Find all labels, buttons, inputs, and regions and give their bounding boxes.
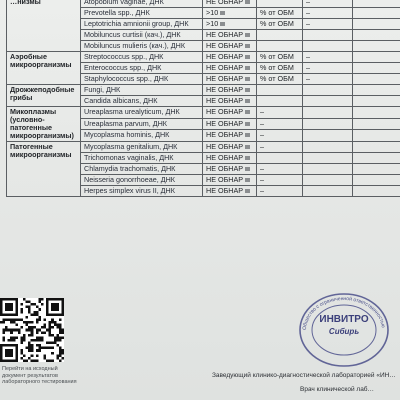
group-name-cell: Патогенные микроорганизмы [7,142,81,197]
reference-cell [303,96,353,107]
result-value: НЕ ОБНАР [206,41,244,50]
result-value: НЕ ОБНАР [206,85,244,94]
unit-cell: % от ОБМ [257,74,303,85]
qr-code[interactable] [0,298,64,362]
result-value: НЕ ОБНАР [206,118,244,128]
result-marker [220,11,225,15]
result-cell [203,107,257,119]
result-cell [203,63,257,74]
result-marker [245,33,250,37]
result-cell [203,96,257,107]
table-row [7,107,400,119]
result-value: НЕ ОБНАР [206,175,244,184]
result-value: НЕ ОБНАР [206,164,244,173]
organism-cell: Mobiluncus curtisii (кач.), ДНК [81,30,203,41]
result-cell [203,142,257,153]
result-cell [203,130,257,142]
svg-text:Общество с ограниченной ответс: Общество с ограниченной ответственностью [301,295,386,331]
unit-cell [257,0,303,8]
group-name-cell: Аэробные микроорганизмы [7,52,81,85]
result-value: НЕ ОБНАР [206,0,244,6]
result-marker [245,189,250,193]
unit-cell [257,153,303,164]
result-cell [203,175,257,186]
comment-cell [353,0,400,8]
footer-doctor: Врач клинической лаб… [300,386,375,393]
results-body [7,0,400,197]
result-cell [203,186,257,197]
unit-cell [257,41,303,52]
result-cell [203,41,257,52]
unit-cell: – [257,142,303,153]
result-marker [245,167,250,171]
organism-cell: Atopobium vaginae, ДНК [81,0,203,8]
result-value: НЕ ОБНАР [206,96,244,105]
result-cell [203,153,257,164]
result-marker [245,0,250,4]
result-marker [245,55,250,59]
stamp-brand: ИНВИТРО [319,314,369,325]
organism-cell: Prevotella spp., ДНК [81,8,203,19]
result-marker [245,122,250,126]
result-marker [245,156,250,160]
organism-cell: Mycoplasma genitalium, ДНК [81,142,203,153]
unit-cell [257,96,303,107]
result-cell [203,19,257,30]
table-row [7,85,400,96]
result-cell [203,0,257,8]
result-value: НЕ ОБНАР [206,130,244,140]
organism-cell: Ureaplasma urealyticum, ДНК [81,107,203,119]
result-value: НЕ ОБНАР [206,52,244,61]
reference-cell: – [303,19,353,30]
comment-cell [353,175,400,186]
result-value: НЕ ОБНАР [206,30,244,39]
unit-cell: % от ОБМ [257,52,303,63]
qr-code-image [0,298,64,362]
unit-cell: – [257,118,303,130]
unit-cell: – [257,175,303,186]
stamp-text [296,290,392,370]
comment-cell [353,96,400,107]
reference-cell [303,118,353,130]
result-value: НЕ ОБНАР [206,63,244,72]
results-table [6,0,400,197]
reference-cell [303,142,353,153]
result-marker [245,110,250,114]
result-value: НЕ ОБНАР [206,74,244,83]
unit-cell: – [257,186,303,197]
result-value: НЕ ОБНАР [206,142,244,151]
result-value: НЕ ОБНАР [206,153,244,162]
qr-note: Перейти на исходный документ результатов лабораторного тестирования [2,366,77,385]
comment-cell [353,186,400,197]
reference-cell: – [303,0,353,8]
group-name-cell: Микоплазмы (условно-патогенные микроорганизмы) [7,107,81,142]
result-cell [203,30,257,41]
organism-cell: Fungi, ДНК [81,85,203,96]
reference-cell [303,164,353,175]
result-marker [245,99,250,103]
organism-cell: Streptococcus spp., ДНК [81,52,203,63]
organism-cell: Herpes simplex virus II, ДНК [81,186,203,197]
comment-cell [353,85,400,96]
result-marker [245,77,250,81]
reference-cell [303,153,353,164]
table-row [7,0,400,8]
comment-cell [353,41,400,52]
result-marker [245,145,250,149]
comment-cell [353,19,400,30]
unit-cell: – [257,164,303,175]
unit-cell [257,30,303,41]
group-name-cell: …низмы [7,0,81,52]
footer-head-of-lab: Заведующий клинико-диагностической лабораторией «ИН… [212,372,396,379]
comment-cell [353,130,400,142]
result-value: НЕ ОБНАР [206,107,244,116]
table-row [7,52,400,63]
result-cell [203,118,257,130]
result-cell [203,164,257,175]
result-marker [245,66,250,70]
reference-cell: – [303,52,353,63]
result-value: НЕ ОБНАР [206,186,244,195]
organism-cell: Enterococcus spp., ДНК [81,63,203,74]
organism-cell: Leptotrichia amnionii group, ДНК [81,19,203,30]
group-name-cell: Дрожжеподобные грибы [7,85,81,107]
result-marker [245,88,250,92]
unit-cell [257,85,303,96]
stamp-sub: Сибирь [328,327,360,336]
reference-cell [303,107,353,119]
organism-cell: Mycoplasma hominis, ДНК [81,130,203,142]
unit-cell: – [257,107,303,119]
result-value: >10 [206,19,219,28]
comment-cell [353,63,400,74]
reference-cell: – [303,74,353,85]
table-row [7,142,400,153]
reference-cell [303,85,353,96]
organization-stamp [296,290,392,370]
comment-cell [353,118,400,130]
unit-cell: % от ОБМ [257,19,303,30]
unit-cell: % от ОБМ [257,8,303,19]
unit-cell: % от ОБМ [257,63,303,74]
organism-cell: Staphylococcus spp., ДНК [81,74,203,85]
comment-cell [353,107,400,119]
comment-cell [353,142,400,153]
result-marker [245,44,250,48]
comment-cell [353,30,400,41]
reference-cell [303,175,353,186]
reference-cell [303,186,353,197]
comment-cell [353,74,400,85]
result-marker [220,22,225,26]
comment-cell [353,153,400,164]
reference-cell: – [303,8,353,19]
organism-cell: Ureaplasma parvum, ДНК [81,118,203,130]
reference-cell [303,30,353,41]
reference-cell [303,41,353,52]
organism-cell: Mobiluncus mulieris (кач.), ДНК [81,41,203,52]
result-marker [245,133,250,137]
reference-cell: – [303,63,353,74]
organism-cell: Neisseria gonorrhoeae, ДНК [81,175,203,186]
result-cell [203,52,257,63]
result-marker [245,178,250,182]
result-value: >10 [206,8,219,17]
organism-cell: Chlamydia trachomatis, ДНК [81,164,203,175]
comment-cell [353,52,400,63]
result-cell [203,8,257,19]
comment-cell [353,164,400,175]
organism-cell: Trichomonas vaginalis, ДНК [81,153,203,164]
organism-cell: Candida albicans, ДНК [81,96,203,107]
result-cell [203,85,257,96]
comment-cell [353,8,400,19]
result-cell [203,74,257,85]
unit-cell: – [257,130,303,142]
reference-cell [303,130,353,142]
